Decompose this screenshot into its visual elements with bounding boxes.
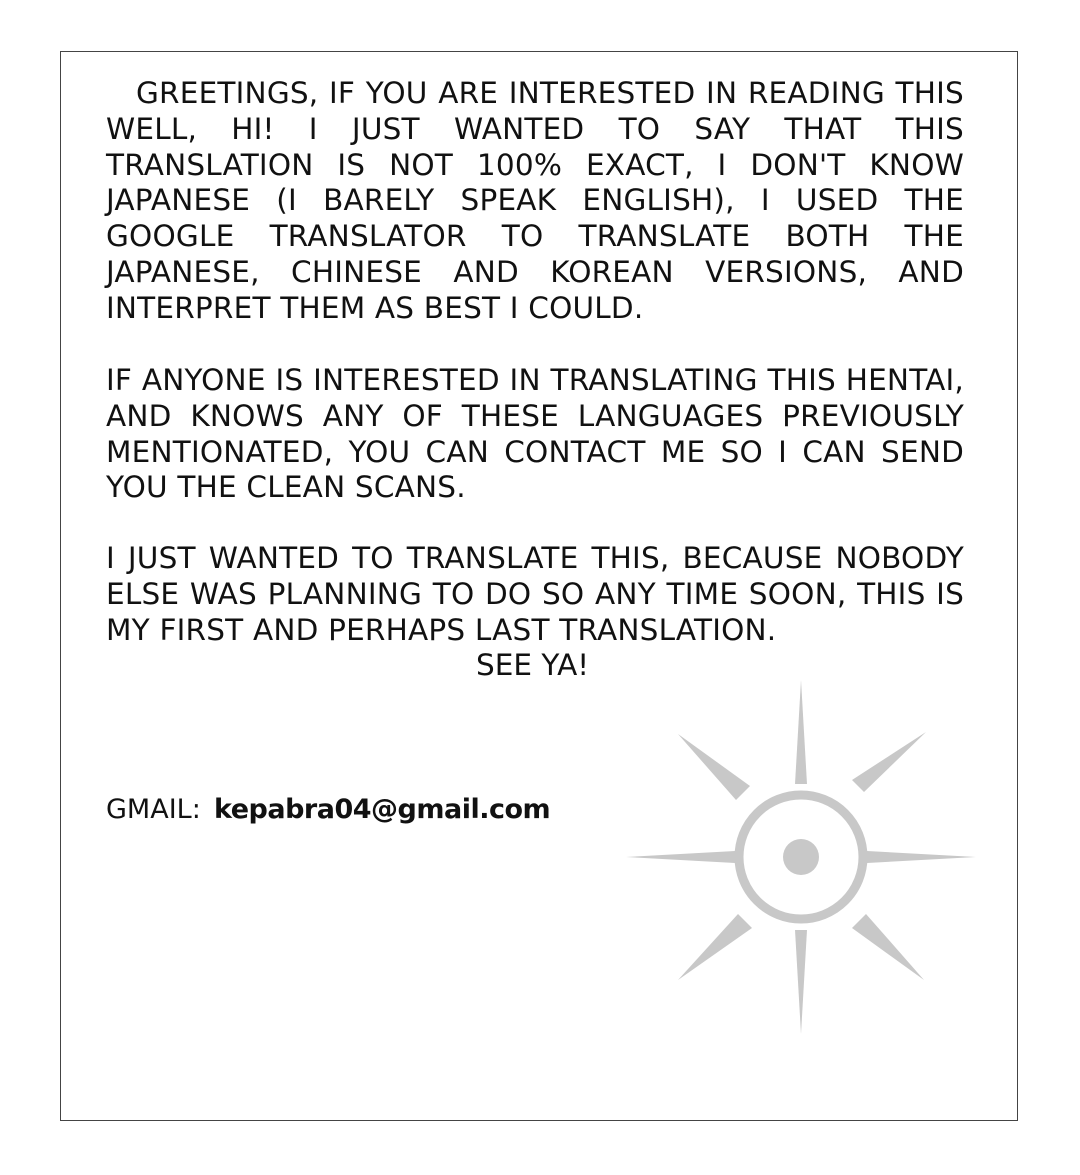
ray-northwest: [678, 734, 750, 800]
ray-north: [795, 680, 807, 784]
sun-compass-icon: [620, 676, 982, 1038]
ray-southwest: [678, 914, 752, 980]
ray-southeast: [852, 914, 924, 980]
ray-east: [867, 851, 976, 863]
ray-northeast: [852, 732, 926, 792]
paragraph-greeting: GREETINGS, IF YOU ARE INTERESTED IN READING THIS WELL, HI! I JUST WANTED TO SAY THAT THIS TRANSLATION IS NOT 100% EXACT, I DON'T KNOW JAPANESE (I BARELY SPEAK ENGLISH), I USED THE GOOGLE TRANSLATOR TO TRANSLATE BOTH THE JAPANESE, CHINESE AND KOREAN VERSIONS, AND INTERPRET THEM AS BEST I COULD.: [106, 76, 964, 325]
signoff: SEE YA!: [476, 648, 590, 682]
center-dot: [783, 839, 819, 875]
paragraph-request: IF ANYONE IS INTERESTED IN TRANSLATING THIS HENTAI, AND KNOWS ANY OF THESE LANGUAGES PREVIOUSLY MENTIONATED, YOU CAN CONTACT ME SO I CAN SEND YOU THE CLEAN SCANS.: [106, 363, 964, 505]
ray-west: [626, 851, 735, 863]
paragraph-reason: I JUST WANTED TO TRANSLATE THIS, BECAUSE NOBODY ELSE WAS PLANNING TO DO SO ANY TIME SOON, THIS IS MY FIRST AND PERHAPS LAST TRANSLATION.: [106, 541, 964, 647]
ray-south: [795, 930, 807, 1034]
email-address: kepabra04@gmail.com: [214, 794, 551, 825]
email-label: GMAIL:: [106, 794, 201, 825]
